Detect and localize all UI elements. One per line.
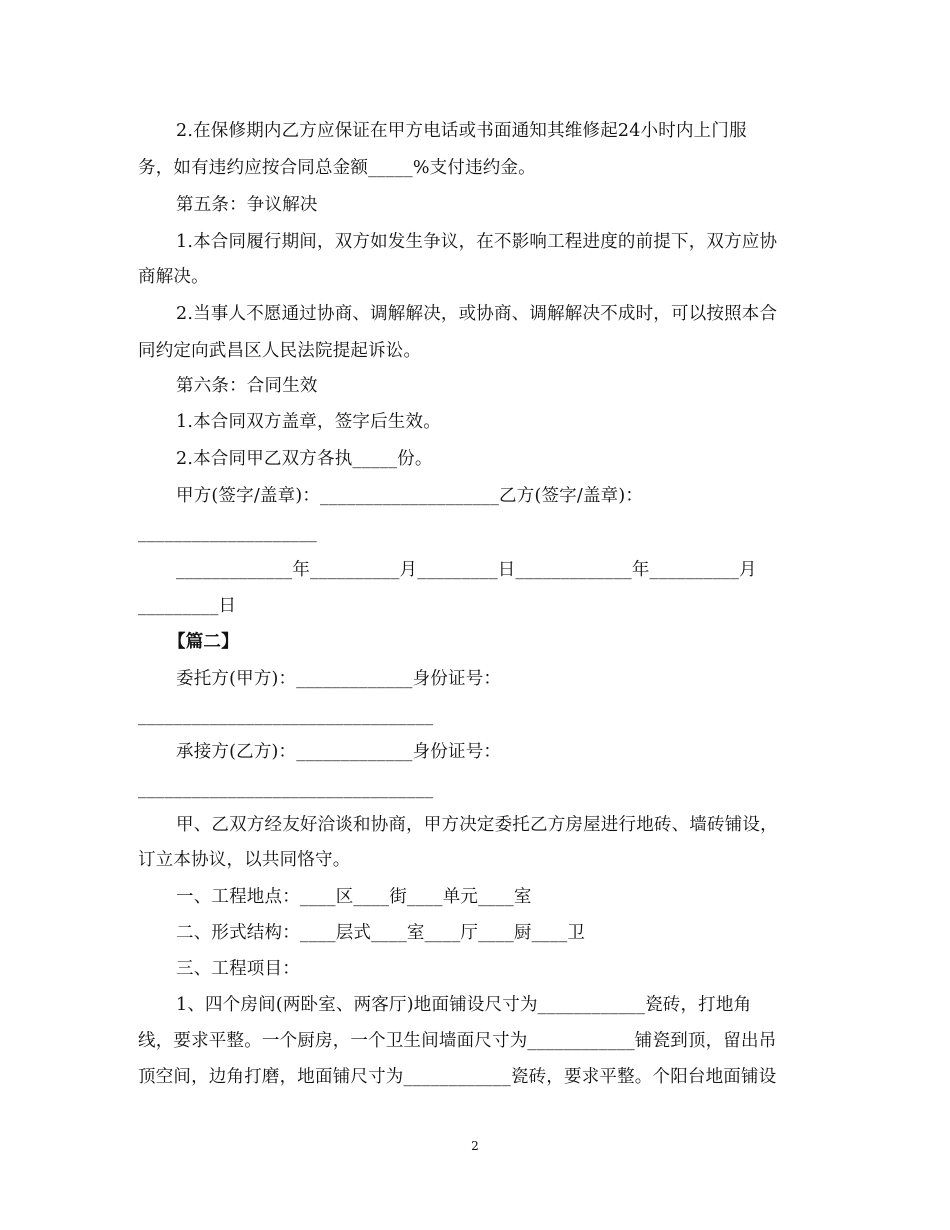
section-title: 【篇二】 [168, 632, 239, 652]
paragraph-line: 订立本协议，以共同恪守。 [138, 850, 351, 870]
paragraph-line: 线，要求平整。一个厨房，一个卫生间墙面尺寸为____________铺瓷到顶，留出吊 [138, 1031, 777, 1051]
paragraph-line: 甲、乙双方经友好洽谈和协商，甲方决定委托乙方房屋进行地砖、墙砖铺设， [176, 815, 778, 835]
party-line: 委托方(甲方)：_____________身份证号： [176, 669, 502, 689]
signature-line: 甲方(签字/盖章)：____________________乙方(签字/盖章)： [176, 486, 644, 506]
paragraph-line: 2.在保修期内乙方应保证在甲方电话或书面通知其维修起24小时内上门服 [176, 121, 747, 141]
date-line: _____________年__________月_________日_____________年__________月 [176, 560, 757, 580]
paragraph-line: 1、四个房间(两卧室、两客厅)地面铺设尺寸为____________瓷砖，打地角 [176, 995, 752, 1015]
paragraph-line: 1.本合同履行期间，双方如发生争议，在不影响工程进度的前提下，双方应协 [176, 232, 778, 252]
paragraph-line: 二、形式结构：____层式____室____厅____厨____卫 [176, 923, 586, 943]
section-heading: 第五条：争议解决 [176, 195, 318, 215]
signature-blank: ____________________ [138, 523, 317, 543]
date-line: _________日 [138, 596, 237, 616]
paragraph-line: 2.当事人不愿通过协商、调解解决，或协商、调解解决不成时，可以按照本合 [176, 304, 778, 324]
section-heading: 三、工程项目： [176, 959, 300, 979]
party-line: 承接方(乙方)：_____________身份证号： [176, 742, 502, 762]
paragraph-line: 2.本合同甲乙双方各执_____份。 [176, 449, 433, 469]
paragraph-line: 顶空间，边角打磨，地面铺尺寸为____________瓷砖，要求平整。个阳台地面铺设 [138, 1067, 777, 1087]
paragraph-line: 同约定向武昌区人民法院提起诉讼。 [138, 341, 422, 361]
paragraph-line: 1.本合同双方盖章，签字后生效。 [176, 412, 441, 432]
id-blank: _________________________________ [138, 706, 434, 726]
page-number: 2 [471, 1139, 479, 1153]
paragraph-line: 商解决。 [138, 267, 209, 287]
paragraph-line: 务，如有违约应按合同总金额_____%支付违约金。 [138, 158, 536, 178]
paragraph-line: 一、工程地点：____区____街____单元____室 [176, 887, 532, 907]
id-blank: _________________________________ [138, 779, 434, 799]
section-heading: 第六条：合同生效 [176, 376, 318, 396]
